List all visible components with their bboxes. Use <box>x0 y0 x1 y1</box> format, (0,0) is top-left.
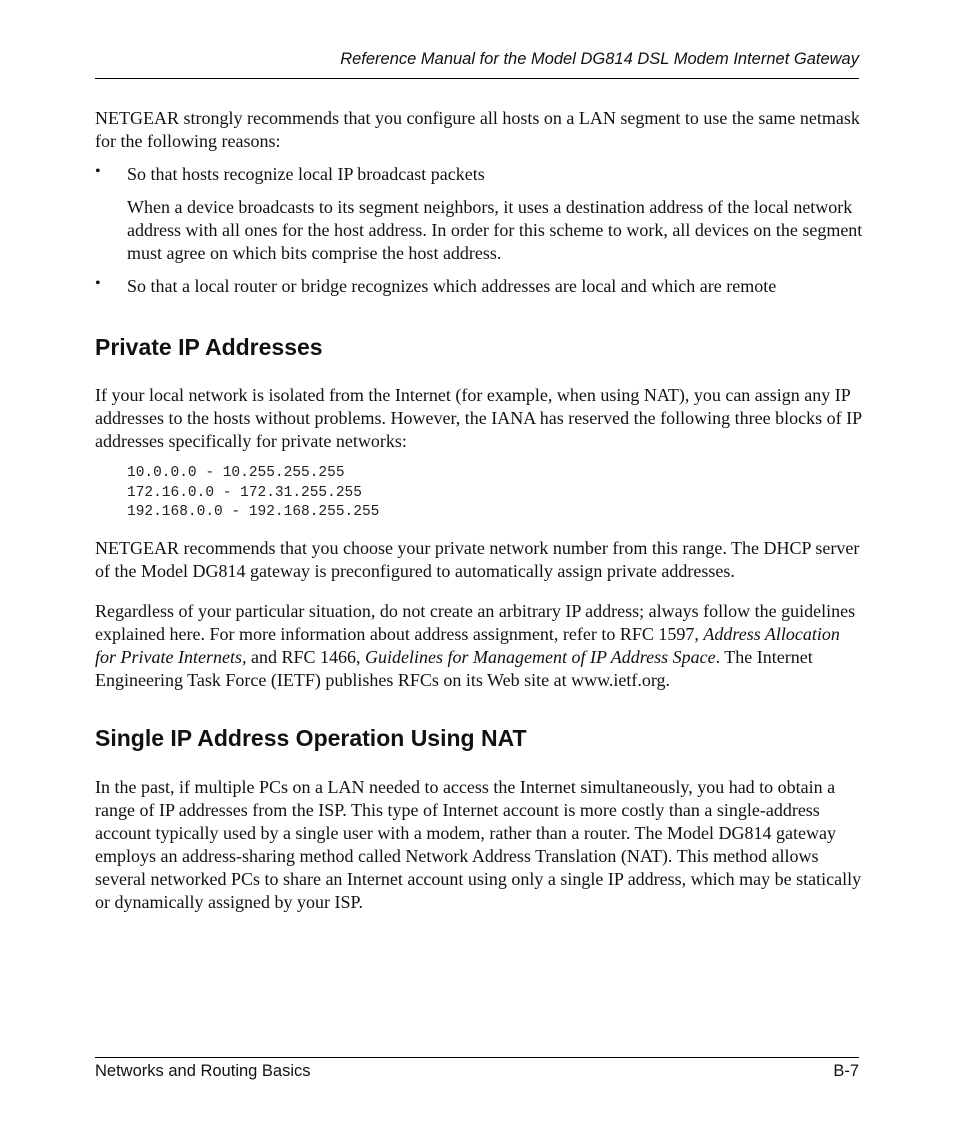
bullet-icon: • <box>95 275 101 292</box>
page-footer <box>95 1062 859 1081</box>
rfc1466-title: Guidelines for Management of IP Address Space <box>365 646 716 667</box>
page-body <box>95 107 863 914</box>
header-divider <box>95 78 859 79</box>
page-header-title: Reference Manual for the Model DG814 DSL Modem Internet Gateway <box>340 50 859 68</box>
private-paragraph-3 <box>95 600 863 692</box>
bullet-text: So that a local router or bridge recognizes which addresses are local and which are remote <box>127 276 777 296</box>
private-paragraph-1: If your local network is isolated from the Internet (for example, when using NAT), you can assign any IP addresses to the hosts without problems. However, the IANA has reserved the following three blocks of IP addresses specifically for private networks: <box>95 385 862 451</box>
ip-range-list <box>95 464 863 523</box>
list-item <box>95 163 863 186</box>
bullet-detail: When a device broadcasts to its segment neighbors, it uses a destination address of the local network address with all ones for the host address. In order for this scheme to work, all devices on the segment must agree on which bits comprise the host address. <box>127 197 863 263</box>
bullet-text: So that hosts recognize local IP broadcast packets <box>127 164 485 184</box>
ip-range-line: 172.16.0.0 - 172.31.255.255 <box>127 484 362 501</box>
intro-paragraph: NETGEAR strongly recommends that you configure all hosts on a LAN segment to use the same netmask for the following reasons: <box>95 108 860 151</box>
rfc1597-title: Address Allocation for Private Internets, <box>95 623 840 667</box>
paragraph-text: Regardless of your particular situation, do not create an arbitrary IP address; always follow the guidelines explained here. For more information about address assignment, refer to RFC 1597, <box>95 600 856 644</box>
ip-range-line: 192.168.0.0 - 192.168.255.255 <box>127 504 380 520</box>
bullet-icon: • <box>95 163 101 180</box>
private-paragraph-2: NETGEAR recommends that you choose your private network number from this range. The DHCP server of the Model DG814 gateway is preconfigured to automatically assign private addresses. <box>95 537 860 581</box>
footer-divider <box>95 1057 859 1058</box>
page-number: B-7 <box>833 1062 859 1080</box>
list-item <box>95 275 863 298</box>
paragraph-text: and RFC 1466, <box>246 646 365 667</box>
paragraph-text: . The Internet Engineering Task Force (IETF) publishes RFCs on its Web site at www.ietf.org. <box>95 646 813 690</box>
footer-section-title: Networks and Routing Basics <box>95 1062 311 1080</box>
ip-range-line: 10.0.0.0 - 10.255.255.255 <box>127 465 345 481</box>
section-heading-private-ip: Private IP Addresses <box>95 334 323 360</box>
nat-paragraph: In the past, if multiple PCs on a LAN needed to access the Internet simultaneously, you had to obtain a range of IP addresses from the ISP. This type of Internet account is more costly than a single-address account typically used by a single user with a modem, rather than a router. The Model DG814 gateway employs an address-sharing method called Network Address Translation (NAT). This method allows several networked PCs to share an Internet account using only a single IP address, which may be statically or dynamically assigned by your ISP. <box>95 776 862 912</box>
section-heading-nat: Single IP Address Operation Using NAT <box>95 724 527 751</box>
